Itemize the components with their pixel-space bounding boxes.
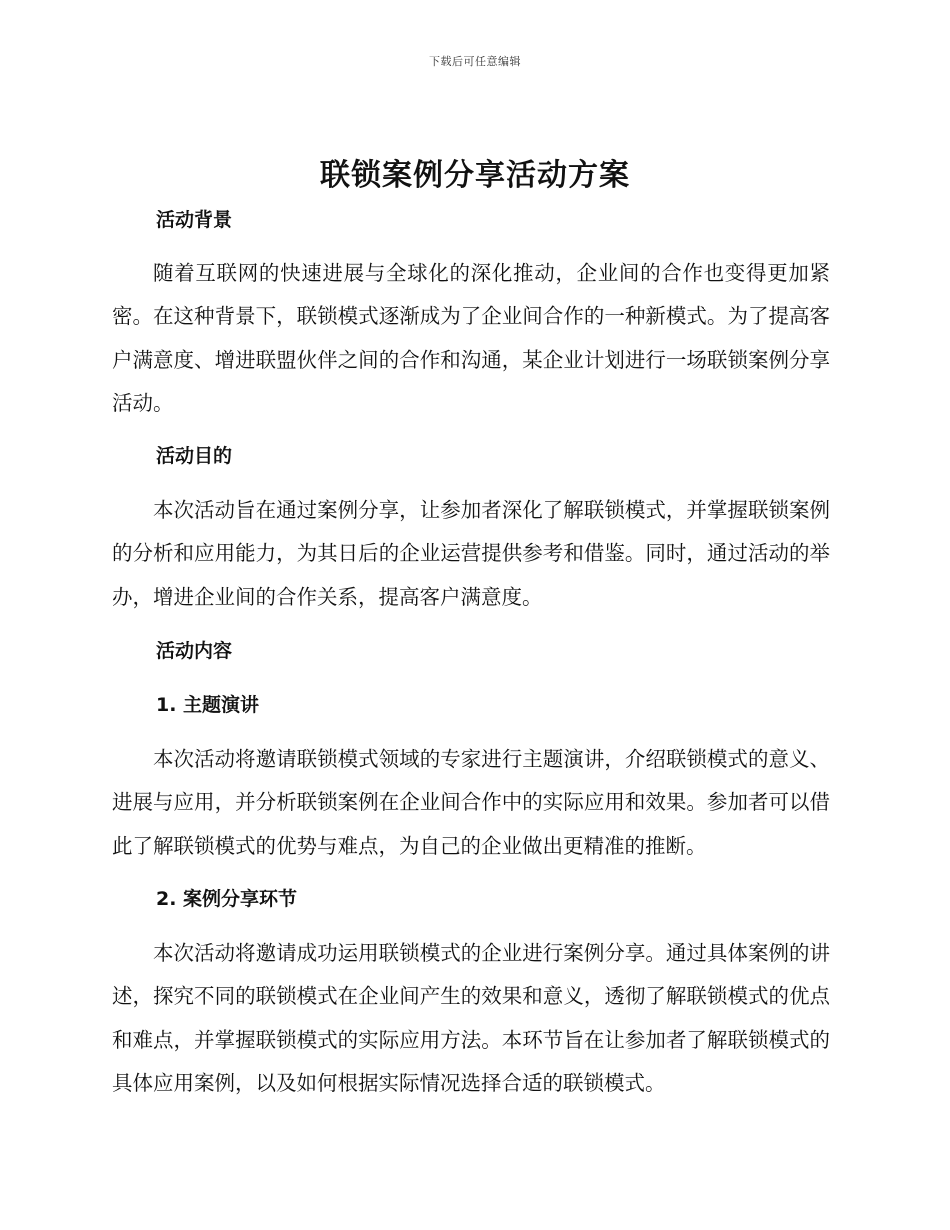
paragraph: 随着互联网的快速进展与全球化的深化推动，企业间的合作也变得更加紧密。在这种背景下，联锁模式逐渐成为了企业间合作的一种新模式。为了提高客户满意度、增进联盟伙伴之间的合作和沟通，某企业计划进行一场联锁案例分享活动。 bbox=[112, 261, 830, 415]
paragraph: 本次活动旨在通过案例分享，让参加者深化了解联锁模式，并掌握联锁案例的分析和应用能力，为其日后的企业运营提供参考和借鉴。同时，通过活动的举办，增进企业间的合作关系，提高客户满意度。 bbox=[112, 498, 830, 609]
section-background-body bbox=[112, 252, 830, 425]
section-background-heading bbox=[112, 206, 830, 234]
subsection-heading: 1. 主题演讲 bbox=[156, 694, 260, 716]
header-note: 下载后可任意编辑 bbox=[429, 55, 521, 68]
section-keynote-heading bbox=[112, 691, 830, 719]
subsection-heading: 2. 案例分享环节 bbox=[156, 888, 298, 910]
section-purpose-heading bbox=[112, 442, 830, 470]
section-heading: 活动内容 bbox=[156, 640, 233, 662]
document-title: 联锁案例分享活动方案 bbox=[320, 158, 630, 193]
section-keynote-body bbox=[112, 738, 830, 868]
paragraph: 本次活动将邀请联锁模式领域的专家进行主题演讲，介绍联锁模式的意义、进展与应用，并分析联锁案例在企业间合作中的实际应用和效果。参加者可以借此了解联锁模式的优势与难点，为自己的企业做出更精准的推断。 bbox=[112, 747, 830, 858]
section-purpose-body bbox=[112, 489, 830, 619]
section-case-sharing-body bbox=[112, 932, 830, 1105]
section-heading: 活动目的 bbox=[156, 445, 233, 467]
section-heading: 活动背景 bbox=[156, 209, 233, 231]
section-case-sharing-heading bbox=[112, 885, 830, 913]
section-content-heading bbox=[112, 637, 830, 665]
paragraph: 本次活动将邀请成功运用联锁模式的企业进行案例分享。通过具体案例的讲述，探究不同的联锁模式在企业间产生的效果和意义，透彻了解联锁模式的优点和难点，并掌握联锁模式的实际应用方法。本环节旨在让参加者了解联锁模式的具体应用案例，以及如何根据实际情况选择合适的联锁模式。 bbox=[112, 941, 830, 1095]
